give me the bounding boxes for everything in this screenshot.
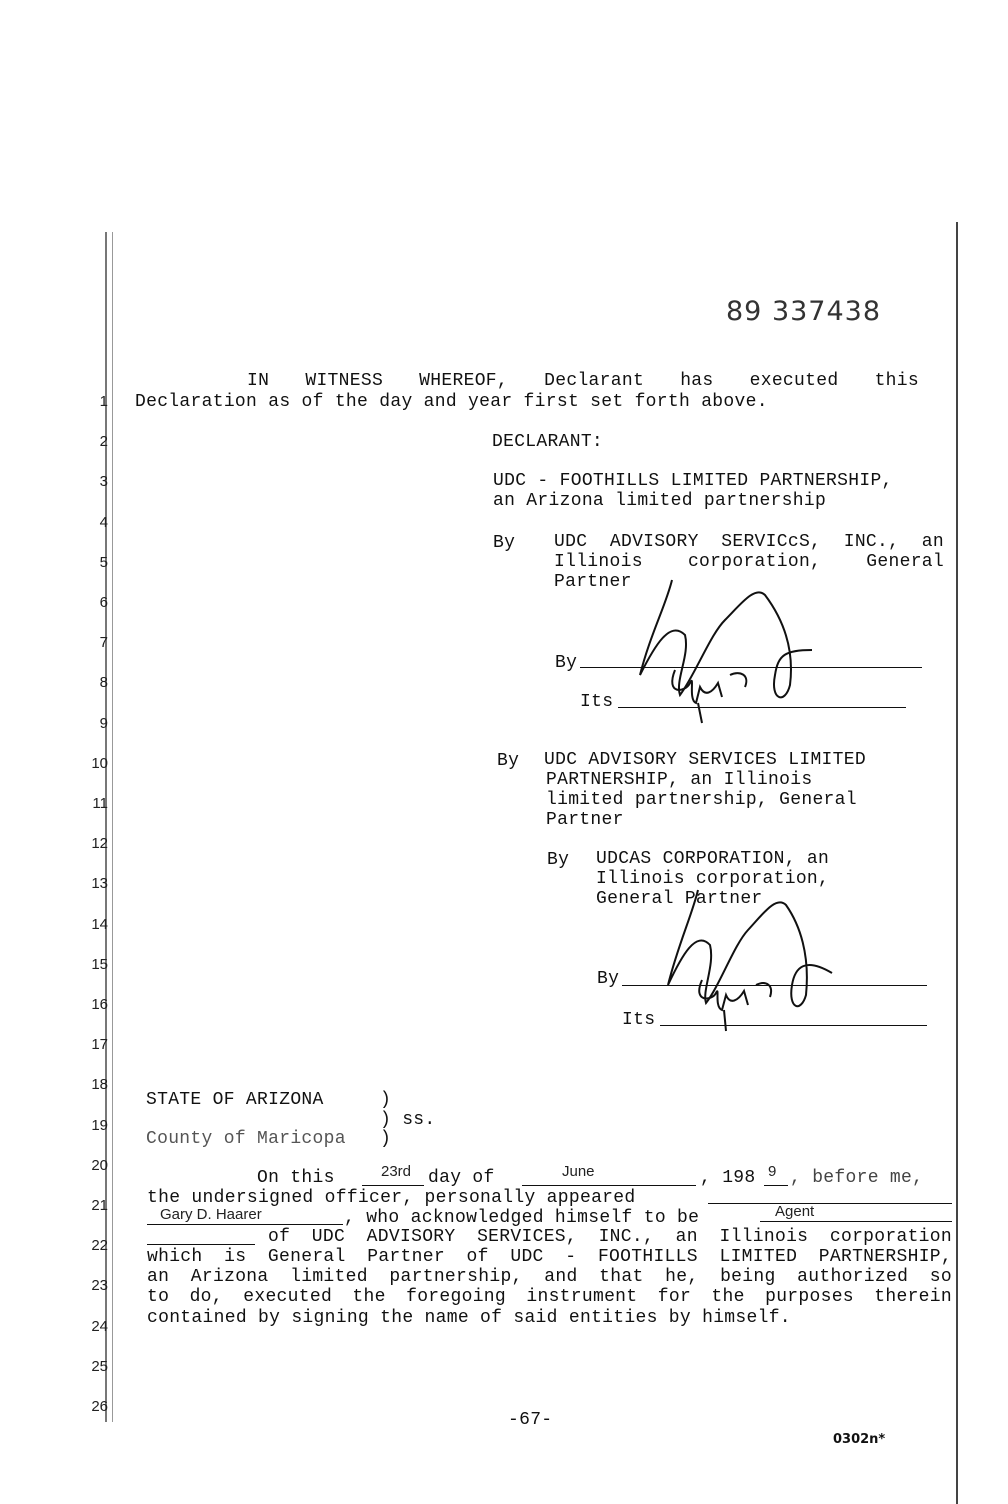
- by3-signature-by-label: By: [597, 969, 620, 989]
- by3-label: By: [547, 850, 570, 870]
- ack-line-2: the undersigned officer, personally appeared: [147, 1188, 636, 1208]
- ack-month-line: [522, 1185, 696, 1186]
- by2-line-4: Partner: [546, 810, 624, 830]
- ack-title-line: [760, 1221, 952, 1222]
- by3-line-2: Illinois corporation,: [596, 869, 830, 889]
- line-number: 17: [91, 1036, 108, 1054]
- ack-day: 23rd: [381, 1163, 412, 1180]
- by3-its-label: Its: [622, 1010, 656, 1030]
- by1-line-3: Partner: [554, 572, 632, 592]
- line-number: 10: [91, 754, 108, 772]
- signature-1: [630, 575, 830, 725]
- line-number: 12: [91, 835, 108, 853]
- page-number: -67-: [508, 1410, 553, 1430]
- by1-label: By: [493, 533, 516, 553]
- witness-line-2: Declaration as of the day and year first set forth above.: [135, 392, 768, 412]
- line-number: 6: [99, 594, 108, 611]
- ack-year-digit: 9: [768, 1163, 777, 1180]
- line-number: 16: [91, 996, 108, 1013]
- left-margin-rule-inner: [112, 232, 113, 1422]
- line-number: 19: [91, 1116, 108, 1134]
- ack-line-3: , who acknowledged himself to be: [344, 1208, 700, 1228]
- line-number: 2: [99, 433, 108, 451]
- line-number: 25: [91, 1357, 108, 1375]
- party-description: an Arizona limited partnership: [493, 491, 827, 511]
- ack-line-7: to do, executed the foregoing instrument for the purposes therein: [147, 1287, 952, 1307]
- line-number: 14: [91, 915, 108, 933]
- by3-line-1: UDCAS CORPORATION, an: [596, 849, 830, 869]
- by1-line-1: UDC ADVISORY SERVICcS, INC., an: [554, 532, 944, 552]
- line-number: 21: [91, 1197, 108, 1214]
- venue-county: County of Maricopa: [146, 1129, 346, 1149]
- line-number: 24: [91, 1317, 108, 1335]
- venue-paren-1: ): [380, 1090, 392, 1110]
- line-number: 5: [99, 553, 108, 571]
- by2-line-2: PARTNERSHIP, an Illinois: [546, 770, 813, 790]
- ack-line-4-leader: [147, 1244, 255, 1245]
- line-number: 26: [91, 1398, 108, 1415]
- line-number: 13: [91, 875, 108, 893]
- by1-line-2: Illinois corporation, General: [554, 552, 944, 572]
- by2-label: By: [497, 751, 520, 771]
- ack-name: Gary D. Haarer: [160, 1206, 262, 1223]
- venue-state: STATE OF ARIZONA: [146, 1090, 324, 1110]
- line-number: 11: [92, 795, 108, 812]
- line-number: 15: [91, 955, 108, 973]
- ack-before-me: , before me,: [790, 1168, 924, 1188]
- witness-line-1: IN WITNESS WHEREOF, Declarant has executed this: [247, 371, 919, 391]
- ack-month: June: [562, 1163, 595, 1180]
- party-name: UDC - FOOTHILLS LIMITED PARTNERSHIP,: [493, 471, 893, 491]
- right-margin-rule: [956, 222, 958, 1504]
- ack-name-line: [147, 1224, 343, 1225]
- ack-year-prefix: , 198: [700, 1168, 756, 1188]
- line-number: 23: [91, 1277, 108, 1295]
- line-number: 22: [91, 1237, 108, 1255]
- ack-day-line: [362, 1185, 424, 1186]
- line-number: 3: [99, 473, 108, 491]
- ack-line-4: of UDC ADVISORY SERVICES, INC., an Illinois corporation: [268, 1227, 952, 1247]
- ack-line-5: which is General Partner of UDC - FOOTHILLS LIMITED PARTNERSHIP,: [147, 1247, 952, 1267]
- line-number: 1: [99, 393, 108, 410]
- venue-ss: ) ss.: [380, 1110, 436, 1130]
- line-number: 4: [99, 513, 108, 531]
- declarant-label: DECLARANT:: [492, 432, 604, 452]
- line-number: 20: [91, 1156, 108, 1174]
- ack-appeared-line: [708, 1203, 952, 1204]
- line-number: 18: [91, 1076, 108, 1094]
- venue-paren-3: ): [380, 1129, 392, 1149]
- line-number: 8: [99, 674, 108, 692]
- line-number: 9: [99, 714, 108, 732]
- by1-its-label: Its: [580, 692, 614, 712]
- line-number: 7: [99, 634, 108, 652]
- document-number: 89 337438: [726, 296, 882, 327]
- by2-line-1: UDC ADVISORY SERVICES LIMITED: [544, 750, 866, 770]
- ack-line-8: contained by signing the name of said entities by himself.: [147, 1308, 791, 1328]
- ack-year-line: [764, 1185, 788, 1186]
- ack-on-this: On this: [257, 1168, 335, 1188]
- ack-day-of: day of: [428, 1168, 495, 1188]
- by3-line-3: General Partner: [596, 889, 763, 909]
- ack-title: Agent: [775, 1203, 815, 1220]
- by2-line-3: limited partnership, General: [546, 790, 857, 810]
- signature-2: [660, 885, 840, 1035]
- ack-line-6: an Arizona limited partnership, and that he, being authorized so: [147, 1267, 952, 1287]
- footer-code: 0302n*: [833, 1432, 886, 1447]
- by1-signature-by-label: By: [555, 653, 578, 673]
